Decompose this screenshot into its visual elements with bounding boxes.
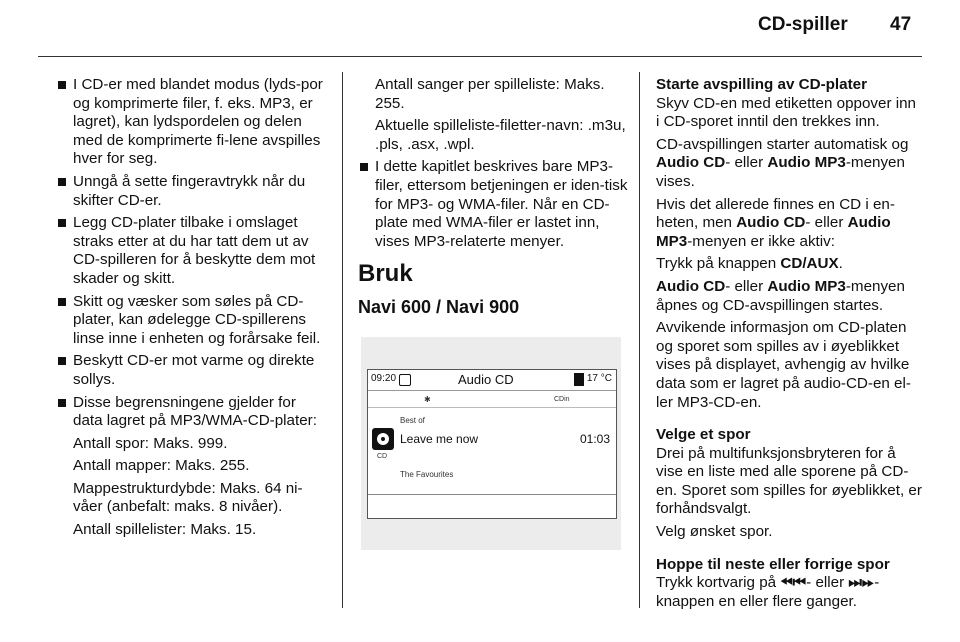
column-divider-2: [639, 72, 640, 608]
display-top-bar: [368, 370, 616, 391]
display-title: Audio CD: [458, 372, 514, 387]
heading-select-track: Velge et spor: [656, 426, 751, 444]
page-header-title: CD-spiller: [758, 14, 848, 35]
para-auto-start: CD-avspillingen starter automatisk og Audio CD- eller Audio MP3-menyen vises.: [656, 135, 909, 190]
display-time: 09:20: [371, 373, 397, 384]
column-1: [56, 76, 328, 544]
bullet-heat: Beskytt CD-er mot varme og direkte sollys.: [56, 352, 328, 389]
para-info-display: Avvikende informasjon om CD-platen og sporet som spilles av i øyeblikket vises på displayet, avhengig av hvilke data som er lagret på audio-CD-en el-ler MP3-CD-en.: [656, 319, 911, 411]
display-separator: [368, 407, 616, 408]
next-track-icon: ⏭︎⏩︎: [848, 574, 875, 592]
navi-display: [367, 369, 617, 519]
bullet-limits: Disse begrensningene gjelder for data lagret på MP3/WMA-CD-plater:: [56, 394, 328, 431]
limit-playlists: Antall spillelister: Maks. 15.: [73, 521, 257, 539]
phone-icon: [399, 374, 411, 386]
cdin-label: CDin: [554, 396, 570, 403]
source-label: CD: [377, 453, 388, 460]
para-select-track: Velg ønsket spor.: [656, 523, 773, 541]
track-title: Leave me now: [400, 432, 479, 446]
previous-track-icon: ⏪︎⏮︎: [780, 574, 807, 592]
cd-disc-icon: [372, 428, 394, 450]
navi-screenshot: [361, 337, 621, 550]
para-menu-opens: Audio CD- eller Audio MP3-menyen åpnes og CD-avspillingen startes.: [656, 277, 905, 314]
cd-status-icon: [574, 373, 584, 386]
limit-songs-per-playlist: Antall sanger per spilleliste: Maks. 255.: [375, 76, 605, 112]
column-3: [656, 76, 922, 615]
limit-tracks: Antall spor: Maks. 999.: [73, 434, 228, 452]
para-rotate-knob: Drei på multifunksjonsbryteren for å vise en liste med alle sporene på CD-en. Sporet som spilles for øyeblikket, er forhåndsvalgt.: [656, 444, 922, 518]
page-number: 47: [890, 14, 912, 35]
playlist-extensions: Aktuelle spilleliste-filetter-navn: .m3u, .pls, .asx, .wpl.: [375, 117, 626, 153]
track-row[interactable]: [368, 426, 616, 462]
para-skip-buttons: Trykk kortvarig på ⏪︎⏮︎- eller ⏭︎⏩︎-knappen en eller flere ganger.: [656, 574, 880, 610]
track-duration: 01:03: [579, 432, 610, 446]
para-press-cdaux: Trykk på knappen CD/AUX.: [656, 255, 843, 273]
display-bottom-line: [368, 494, 616, 495]
bluetooth-icon: ✱: [424, 395, 431, 404]
display-temperature: 17 °C: [586, 373, 612, 384]
bullet-mp3-only: I dette kapitlet beskrives bare MP3-filer, ettersom betjeningen er iden-tisk for MP3- og WMA-filer. Når en CD-plate med WMA-filer er lastet inn, vises MP3-relaterte menyer.: [358, 158, 628, 251]
limit-folders: Antall mapper: Maks. 255.: [73, 457, 250, 475]
para-cd-present: Hvis det allerede finnes en CD i en-heten, men Audio CD- eller Audio MP3-menyen er ikke aktiv:: [656, 195, 895, 250]
artist-name: The Favourites: [400, 470, 454, 479]
bullet-liquids: Skitt og væsker som søles på CD-plater, kan ødelegge CD-spillerens linse inne i enheten og forårsake feil.: [56, 293, 328, 349]
para-insert-cd: Skyv CD-en med etiketten oppover inn i CD-sporet inntil den trekkes inn.: [656, 94, 917, 131]
bullet-fingerprints: Unngå å sette fingeravtrykk når du skifter CD-er.: [56, 173, 328, 210]
column-2: [358, 76, 628, 327]
subheading-navi: Navi 600 / Navi 900: [358, 296, 520, 317]
limit-depth: Mappestrukturdybde: Maks. 64 ni-våer (anbefalt: maks. 8 nivåer).: [73, 479, 303, 516]
header-rule: [38, 56, 922, 57]
bullet-mixed-mode: I CD-er med blandet modus (lyds-por og komprimerte filer, f. eks. MP3, er lagret), kan lydspordelen og delen med de komprimerte fi-lene avspilles hver for seg.: [56, 76, 328, 169]
heading-skip-track: Hoppe til neste eller forrige spor: [656, 555, 890, 573]
album-name: Best of: [400, 416, 425, 425]
section-heading-bruk: Bruk: [358, 260, 413, 288]
heading-start-playback: Starte avspilling av CD-plater: [656, 76, 868, 93]
bullet-cases: Legg CD-plater tilbake i omslaget straks etter at du har tatt dem ut av CD-spilleren for å beskytte dem mot skader og skitt.: [56, 214, 328, 288]
column-divider-1: [342, 72, 343, 608]
